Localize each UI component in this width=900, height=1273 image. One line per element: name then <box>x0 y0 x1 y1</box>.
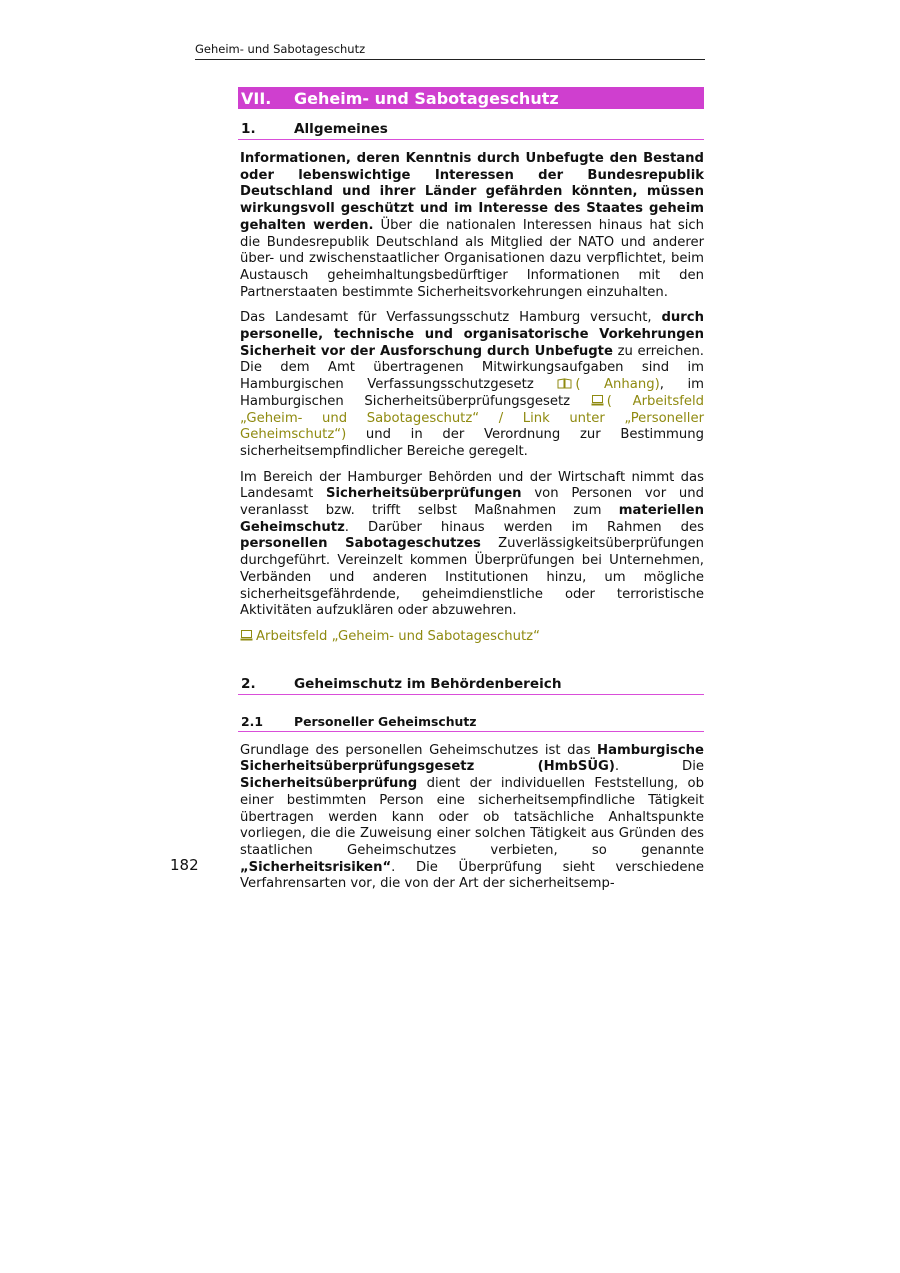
bold-text: Hamburgische Sicherheitsüberprüfungsgesetz (HmbSÜG) <box>240 742 704 775</box>
paragraph-grundlage <box>238 743 704 893</box>
text: Im Bereich der Hamburger Behörden und der Wirtschaft nimmt das Landesamt <box>240 469 704 502</box>
text: und in der Verordnung zur Bestimmung sicherheitsempfindlicher Bereiche geregelt. <box>240 427 704 459</box>
chapter-heading <box>238 87 704 109</box>
page-content <box>238 87 704 902</box>
link-arbeitsfeld[interactable] <box>238 629 704 646</box>
computer-icon <box>591 395 604 406</box>
link-text[interactable]: ( Anhang) <box>575 377 660 393</box>
link-text[interactable]: Arbeitsfeld „Geheim- und Sabotageschutz“ <box>256 628 540 644</box>
section-title: Allgemeines <box>294 121 388 137</box>
subsection-heading-2-1 <box>238 709 704 732</box>
link-text[interactable]: ( Arbeitsfeld „Geheim- und Sabotageschutz“ / Link unter „Personeller Geheimschutz“) <box>240 393 704 443</box>
bold-text: personellen Sabotageschutzes <box>240 536 481 552</box>
computer-icon <box>240 630 253 641</box>
text: Das Landesamt für Verfassungsschutz Hamburg versucht, <box>240 310 662 326</box>
section-heading-2 <box>238 672 704 695</box>
text: von Personen vor und veranlasst bzw. trifft selbst Maßnahmen zum <box>240 486 704 519</box>
text: , im Hamburgischen Sicherheitsüberprüfungsgesetz <box>240 377 704 409</box>
text: . Die Überprüfung sieht verschiedene Verfahrensarten vor, die von der Art der sicherheitsemp- <box>240 859 704 892</box>
bold-text: durch personelle, technische und organisatorische Vorkehrungen Sicherheit vor der Ausforschung durch Unbefugte <box>240 310 704 359</box>
bold-text: Informationen, deren Kenntnis durch Unbefugte den Bestand oder lebenswichtige Interessen der Bundesrepublik Deutschland und ihrer Länder gefährden könnten, müssen wirkungsvoll geschützt und im Interesse des Staates geheim gehalten werden. <box>240 151 704 233</box>
bold-text: Sicherheitsüberprüfung <box>240 776 418 792</box>
paragraph-intro <box>238 151 704 301</box>
section-title: Geheimschutz im Behördenbereich <box>294 675 562 692</box>
page-number: 182 <box>170 856 199 874</box>
subsection-number: 2.1 <box>241 713 263 729</box>
text: . Darüber hinaus werden im Rahmen des <box>344 519 704 535</box>
section-number: 1. <box>241 121 256 137</box>
bold-text: „Sicherheitsrisiken“ <box>240 859 392 875</box>
bold-text: materiellen Geheimschutz <box>240 503 704 535</box>
book-icon <box>557 378 572 389</box>
paragraph-bereich <box>238 470 704 620</box>
paragraph-landesamt <box>238 310 704 460</box>
text: dient der individuellen Feststellung, ob einer bestimmten Person eine sicherheitsempfindliche Tätigkeit übertragen werden kann oder ob tatsächliche Anhaltspunkte vorliegen, die die Zuweisung einer solchen Tätigkeit aus Gründen des staatlichen Geheimschutzes verbieten, so genannte <box>240 776 704 858</box>
link-anhang[interactable] <box>557 377 659 392</box>
running-header: Geheim- und Sabotageschutz <box>195 42 705 60</box>
text: Zuverlässigkeitsüberprüfungen durchgeführt. Vereinzelt kommen Überprüfungen bei Unternehmen, Verbänden und anderen Institutionen hinzu, um mögliche sicherheitsgefährdende, geheimdienstliche oder terroristische Aktivitäten aufzuklären oder abzuwehren. <box>240 536 704 619</box>
section-number: 2. <box>241 675 256 692</box>
text: Grundlage des personellen Geheimschutzes ist das <box>240 742 598 758</box>
chapter-title: Geheim- und Sabotageschutz <box>294 88 559 108</box>
section-heading-1 <box>238 117 704 140</box>
subsection-title: Personeller Geheimschutz <box>294 713 477 729</box>
text: Über die nationalen Interessen hinaus hat sich die Bundesrepublik Deutschland als Mitglied der NATO und anderer über- und zwischenstaatlicher Organisationen dazu verpflichtet, beim Austausch geheimhaltungsbedürftiger Informationen mit den Partnerstaaten bestimmte Sicherheitsvorkehrungen einzuhalten. <box>240 217 704 300</box>
bold-text: Sicherheitsüberprüfungen <box>326 486 522 502</box>
text: . Die <box>614 759 704 775</box>
text: zu erreichen. Die dem Amt übertragenen Mitwirkungsaufgaben sind im Hamburgischen Verfassungsschutzgesetz <box>240 343 704 393</box>
chapter-number: VII. <box>241 88 272 108</box>
